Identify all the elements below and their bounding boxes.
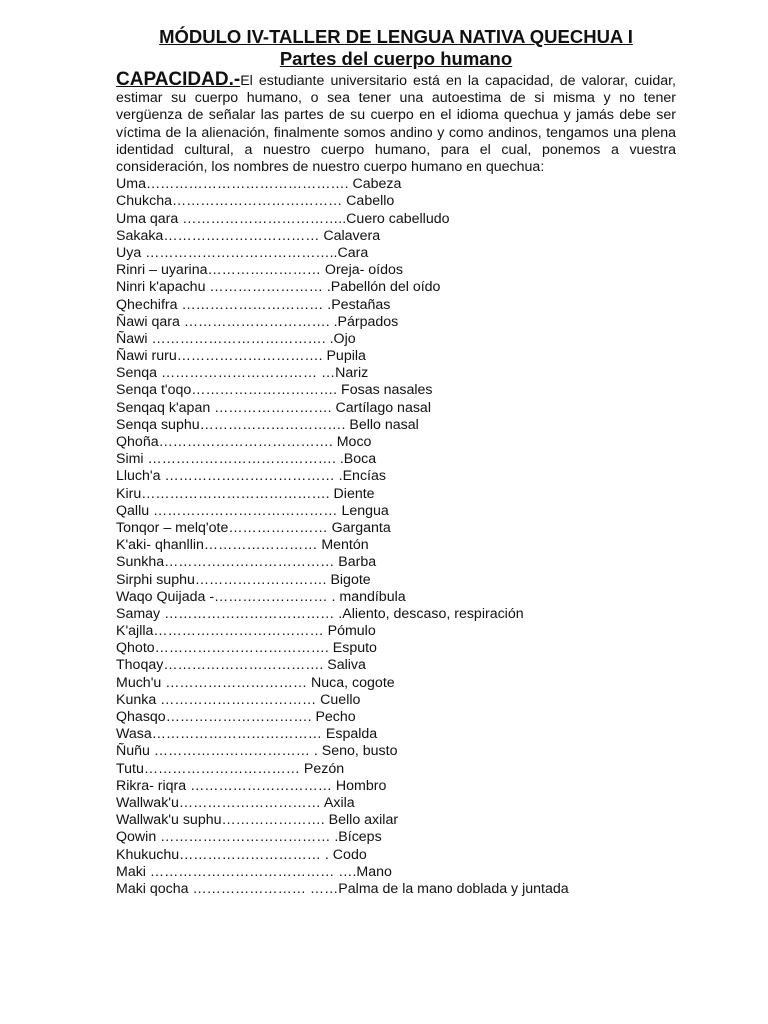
vocabulary-item: Qhoña………………………………. Moco [116,434,372,451]
document-page [116,26,676,898]
vocabulary-item: K'ajlla……………………………… Pómulo [116,623,376,640]
vocabulary-item: Senqa …………………………… …Nariz [116,365,369,382]
vocabulary-item: Wallwak'u………………………… Axila [116,794,355,811]
vocabulary-item: Qhechifra ………………………… .Pestañas [116,296,391,313]
vocabulary-item: Kunka …………………………… Cuello [116,691,361,708]
vocabulary-item: Sirphi suphu………………………. Bigote [116,571,371,588]
vocabulary-item: Rinri – uyarina…………………… Oreja- oídos [116,262,403,279]
vocabulary-item: Wasa……………………………… Espalda [116,726,378,743]
vocabulary-item: Qallu ………………………………… Lengua [116,502,389,519]
vocabulary-item: Senqa t'oqo…………………………. Fosas nasales [116,382,433,399]
vocabulary-item: Wallwak'u suphu…………………. Bello axilar [116,812,399,829]
vocabulary-item: Samay ……………………………… .Aliento, descaso, respiración [116,605,524,622]
vocabulary-item: Senqaq k'apan ……………………. Cartílago nasal [116,399,431,416]
vocabulary-item: Qhasqo…………………………. Pecho [116,709,356,726]
vocabulary-item: Simi …………………………………. .Boca [116,451,377,468]
vocabulary-item: Ninri k'apachu …………………… .Pabellón del oído [116,279,441,296]
vocabulary-item: Rikra- riqra ………………………… Hombro [116,777,387,794]
vocabulary-item: Tonqor – melq'ote………………… Garganta [116,519,391,536]
vocabulary-item: Ñawi ………………………………. .Ojo [116,330,356,347]
vocabulary-list [116,176,676,898]
capacity-text: El estudiante universitario está en la capacidad, de valorar, cuidar, estimar su cuerpo humano, o sea tener una autoestima de si misma y no tener vergüenza de señalar las partes de su cuerpo en el idioma quechua y jamás debe ser víctima de la alienación, finalmente somos andino y como andinos, tengamos una plena identidad cultural, a nuestro cuerpo humano, para el cual, ponemos a vuestra consideración, los nombres de nuestro cuerpo humano en quechua: [116,73,676,176]
vocabulary-item: Maki ………………………………… ….Mano [116,863,392,880]
vocabulary-item: Much'u ………………………… Nuca, cogote [116,674,395,691]
vocabulary-item: K'aki- qhanllin…………………… Mentón [116,537,369,554]
vocabulary-item: Maki qocha …………………… ……Palma de la mano doblada y juntada [116,880,569,897]
vocabulary-item: Thoqay……………………………. Saliva [116,657,366,674]
vocabulary-item: Sunkha……………………………… Barba [116,554,377,571]
vocabulary-item: Qhoto………………………………. Esputo [116,640,377,657]
vocabulary-item: Ñawi qara …………………………. .Párpados [116,313,399,330]
vocabulary-item: Senqa suphu…………………………. Bello nasal [116,416,419,433]
vocabulary-item: Uma qara ……………………………..Cuero cabelludo [116,210,450,227]
vocabulary-item: Chukcha……………………………… Cabello [116,193,395,210]
vocabulary-item: Kiru…………………………………. Diente [116,485,375,502]
vocabulary-item: Ñawi ruru…………………………. Pupila [116,348,366,365]
vocabulary-item: Lluch'a ……………………………… .Encías [116,468,386,485]
vocabulary-item: Tutu…………………………… Pezón [116,760,345,777]
vocabulary-item: Uma……………………………………. Cabeza [116,176,402,193]
document-title: MÓDULO IV-TALLER DE LENGUA NATIVA QUECHUA I [159,26,633,47]
vocabulary-item: Khukuchu………………………… . Codo [116,846,367,863]
document-subtitle: Partes del cuerpo humano [279,48,513,69]
vocabulary-item: Waqo Quijada -…………………… . mandíbula [116,588,406,605]
vocabulary-item: Ñuñu …………………………… . Seno, busto [116,743,398,760]
vocabulary-item: Uya …………………………………..Cara [116,244,369,261]
vocabulary-item: Qowin ……………………………… .Bíceps [116,829,382,846]
capacity-label: CAPACIDAD.- [116,69,241,90]
vocabulary-item: Sakaka…………………………… Calavera [116,227,381,244]
capacity-paragraph [116,71,676,176]
